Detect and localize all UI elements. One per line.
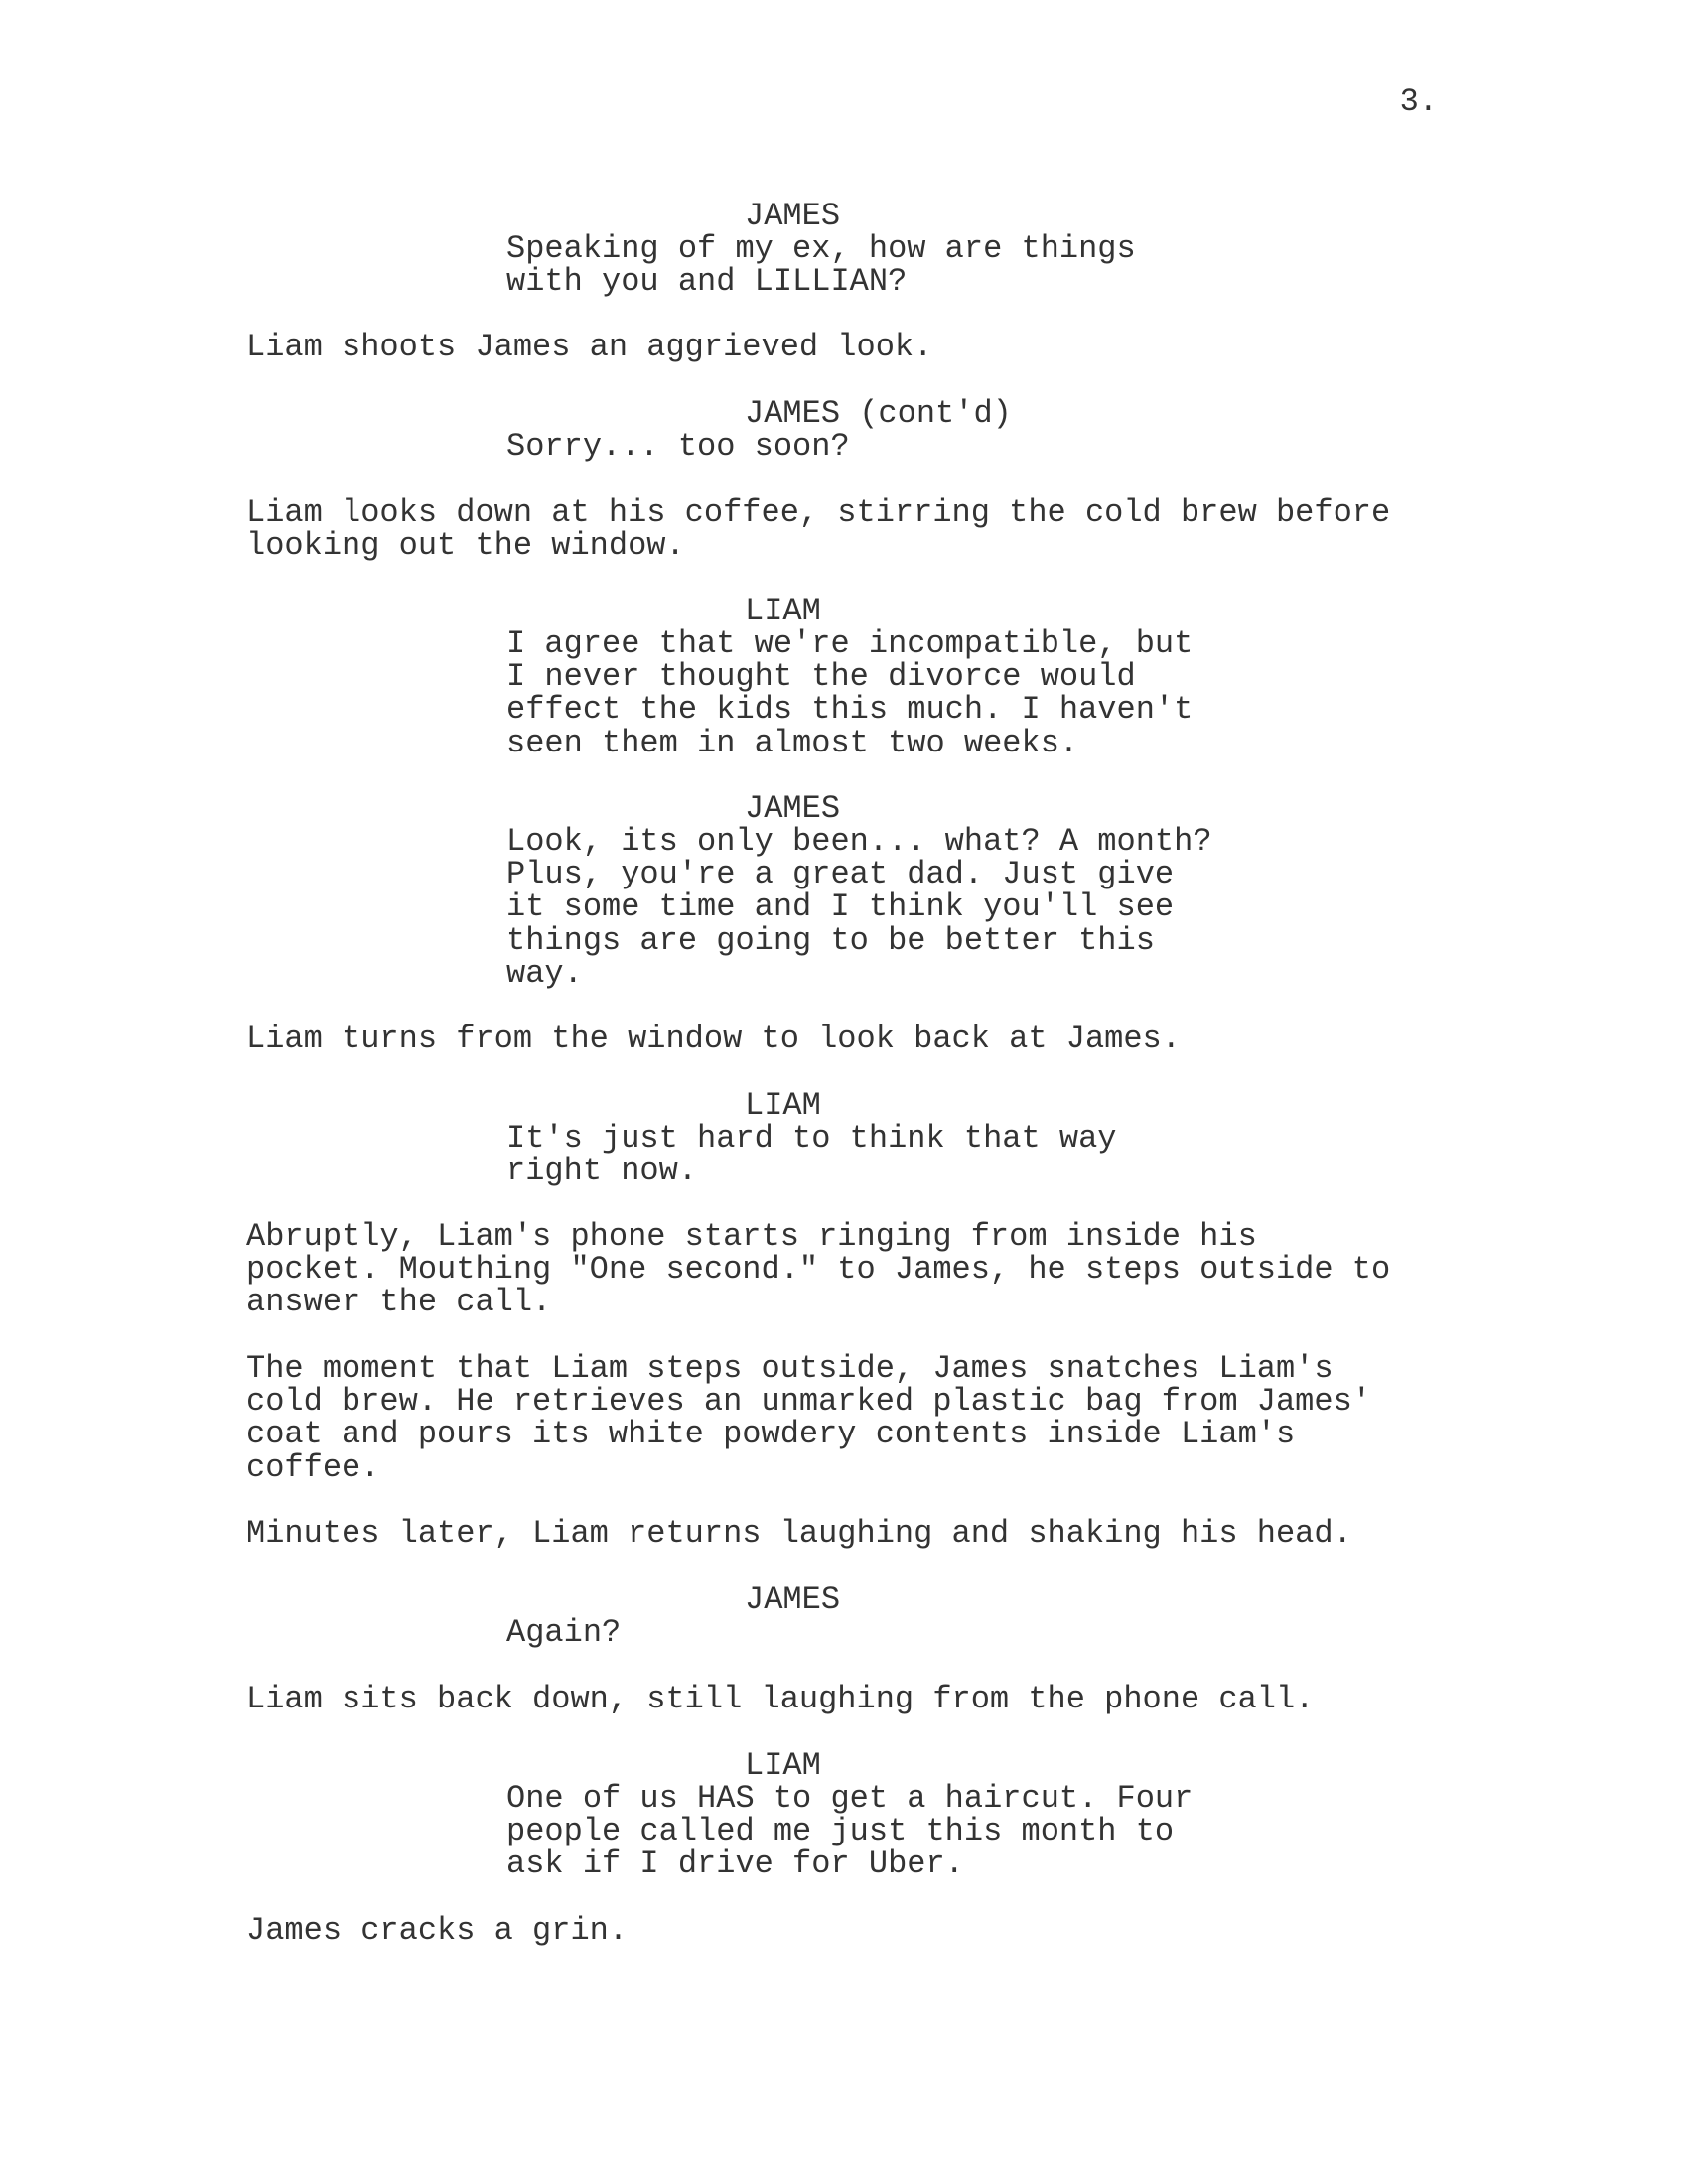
dialogue: I agree that we're incompatible, but I never thought the divorce would effect the kids this much. I haven't seen them in almost two weeks. xyxy=(506,625,1194,761)
action-line: The moment that Liam steps outside, James snatches Liam's cold brew. He retrieves an unmarked plastic bag from James' coat and pours its white powdery contents inside Liam's coffee. xyxy=(246,1350,1371,1486)
character-name: JAMES xyxy=(745,790,841,827)
action-line: Liam sits back down, still laughing from the phone call. xyxy=(246,1681,1315,1717)
character-name: JAMES xyxy=(745,198,841,234)
character-name: JAMES xyxy=(745,1581,841,1618)
action-line: James cracks a grin. xyxy=(246,1912,629,1949)
dialogue: Sorry... too soon? xyxy=(506,428,850,465)
action-line: Minutes later, Liam returns laughing and shaking his head. xyxy=(246,1515,1352,1552)
dialogue: Again? xyxy=(506,1614,622,1651)
character-name: LIAM xyxy=(745,593,821,629)
character-name: LIAM xyxy=(745,1747,821,1784)
action-line: Liam turns from the window to look back at James. xyxy=(246,1021,1181,1057)
character-name: JAMES (cont'd) xyxy=(745,395,1012,432)
dialogue: One of us HAS to get a haircut. Four people called me just this month to ask if I drive for Uber. xyxy=(506,1780,1194,1883)
character-name: LIAM xyxy=(745,1087,821,1124)
action-line: Liam shoots James an aggrieved look. xyxy=(246,329,933,365)
dialogue: Look, its only been... what? A month? Plus, you're a great dad. Just give it some time and I think you'll see things are going to be better this way. xyxy=(506,823,1212,992)
dialogue: Speaking of my ex, how are things with you and LILLIAN? xyxy=(506,230,1136,301)
action-line: Liam looks down at his coffee, stirring the cold brew before looking out the window. xyxy=(246,494,1391,565)
dialogue: It's just hard to think that way right now. xyxy=(506,1120,1117,1190)
page-number: 3. xyxy=(1399,83,1438,120)
action-line: Abruptly, Liam's phone starts ringing from inside his pocket. Mouthing "One second." to James, he steps outside to answer the call. xyxy=(246,1218,1391,1321)
